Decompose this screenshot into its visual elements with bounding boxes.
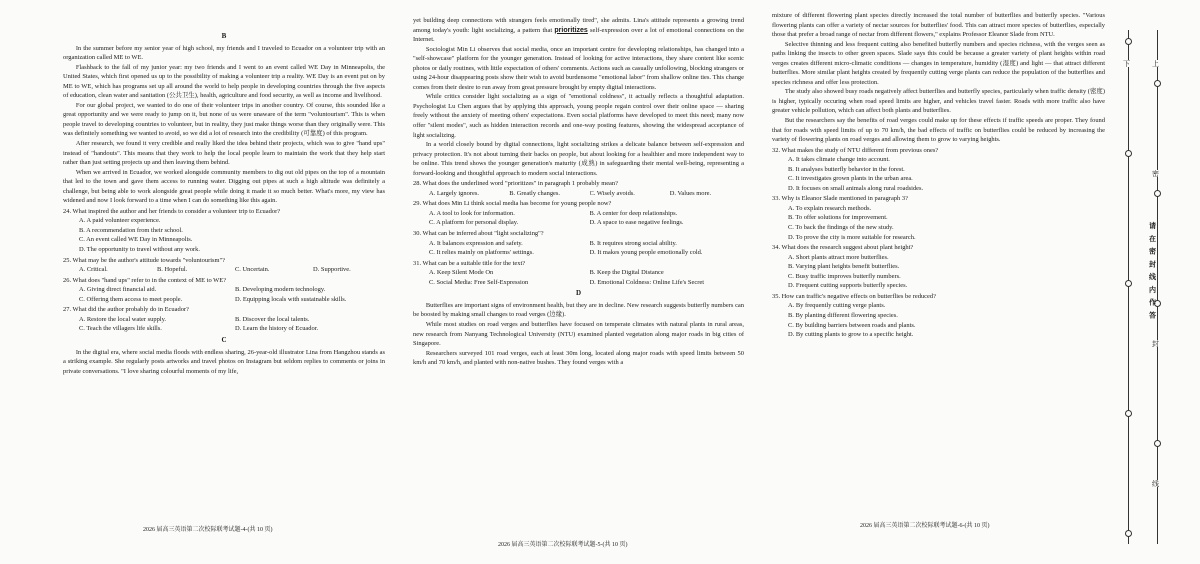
page-footer-5: 2026 届高三英语第二次校际联考试题-5-(共 10 页) (498, 542, 628, 548)
b-paragraph: After research, we found it very credible and really liked the idea behind their projects, which was to give "hand ups" instead of "handouts". This means that they work to help the local people learn to maintain the work that they help start rather than just setting projects up and then leaving them behind. (63, 140, 385, 167)
option: C. A platform for personal display. (429, 219, 519, 227)
d-paragraph: While most studies on road verges and butterflies have focused on temperate climates with natural plants in rural areas, new research from Nanyang Technological University (NTU) examined planted vegetation along major roads in big cities of Singapore. (413, 320, 744, 348)
option: B. By planting different flowering species. (788, 311, 898, 319)
c-paragraph: While critics consider light socializing as a sign of "emotional coldness", it actually reflects a thoughtful adaptation. Psychologist Lu Chen argues that by applying this approach, young people regain control over their online space — sharing freely without the anxiety of meeting others' expectations. Even social platforms have developed to meet this need; many now offer "silent modes", such as hidden interaction records and one-way posting features, showing the widespread acceptance of light socializing. (413, 93, 744, 139)
option: C. Uncertain. (235, 266, 270, 274)
option: C. Social Media: Free Self-Expression (429, 278, 529, 286)
option: B. Keep the Digital Distance (589, 269, 664, 277)
question-27-options (63, 315, 385, 334)
option: D. A space to ease negative feelings. (589, 219, 684, 227)
option: D. Supportive. (313, 266, 351, 274)
c-paragraph: Sociologist Min Li observes that social media, once an important centre for developing relationships, has changed into a "self-showcase" platform for the younger generation. Instead of looking for active interactions, they share content like scenic photos or daily routines, with little expectation of others' comments. Actions such as casually unfollowing, blocking strangers or using 24-hour disappearing posts show their wish to avoid burdensome "emotional labor" from shallow online ties. This change comes from their desire to run away from great pressure brought by empty digital interactions. (413, 45, 744, 91)
binding-hole (1125, 38, 1132, 45)
option: B. Developing modern technology. (235, 286, 326, 294)
question-34: 34. What does the research suggest about plant height? (772, 244, 914, 252)
option: B. Discover the local talents. (235, 315, 310, 323)
option: D. Emotional Coldness: Online Life's Secret (589, 278, 705, 286)
column-page-5 (413, 16, 744, 368)
option: D. It focuses on small animals along rural roadsides. (788, 184, 924, 192)
question-24: 24. What inspired the author and her friends to consider a volunteer trip to Ecuador? (63, 207, 281, 215)
question-24-options (63, 216, 385, 254)
question-28: 28. What does the underlined word "prioritizes" in paragraph 1 probably mean? (413, 180, 618, 188)
page-footer-4: 2026 届高三英语第二次校际联考试题-4-(共 10 页) (143, 527, 273, 533)
option: A. A tool to look for information. (429, 209, 515, 217)
option: A. Largely ignores. (429, 189, 479, 197)
question-33-options (772, 204, 1105, 242)
option: B. Hopeful. (157, 266, 188, 274)
question-29-options (413, 209, 744, 228)
binding-hole (1125, 150, 1132, 157)
option: B. It requires strong social ability. (589, 239, 677, 247)
section-d-title: D (575, 289, 582, 298)
option: D. Learn the history of Ecuador. (235, 325, 319, 333)
b-paragraph: When we arrived in Ecuador, we worked alongside community members to dig out old pipes on the top of a mountain that led to the town and gave them access to running water. Digging out pipes at such a high altitude was definitely a challenge, but being able to work alongside great people while doing it made it so much better. What's more, my view has widened and now I look forward to a time when I can do something like this again. (63, 168, 385, 205)
option: D. It makes young people emotionally cold. (589, 249, 703, 257)
c-text: self-expression over a lot of emotional connections on the Internet. (413, 26, 745, 44)
b-paragraph: In the summer before my senior year of high school, my friends and I traveled to Ecuador on a volunteer trip with an organization called ME to WE. (63, 44, 385, 62)
question-33: 33. Why is Eleanor Slade mentioned in paragraph 3? (772, 195, 908, 203)
margin-char-xian: 线 (1151, 480, 1160, 487)
d-paragraph: The study also showed busy roads negatively affect butterflies and butterfly species, particularly when traffic density (密度) is higher, typically occuring when road speed limits are higher, and vehicles travel faster. Roads with more traffic also have greater vehicle pollution, which can affect both plants and butterflies. (772, 88, 1105, 115)
page-footer-6: 2026 届高三英语第二次校际联考试题-6-(共 10 页) (860, 523, 990, 529)
c-paragraph: In a world closely bound by digital connections, light socializing strikes a delicate balance between self-expression and privacy protection. It's not about turning their backs on people, but about looking for a healthier and more independent way to be online. This trend shows the younger generation's maturity (成熟) in safeguarding their mental well-being, representing a forward-looking and thoughtful approach to modern social interactions. (413, 141, 744, 177)
seal-line-left (1128, 30, 1129, 544)
binding-hole (1154, 80, 1161, 87)
option: D. Frequent cutting supports butterfly species. (788, 282, 908, 290)
d-paragraph: Selective thinning and less frequent cutting also benefited butterfly numbers and species richness, with the verges seen as paths linking the insects to other green spaces. Slade says this could be because a greater variety of plant heights within road verges creates different micro-climatic conditions — changes in temperature, humidity (湿度) and light — that attract different butterflies. More similar plant heights created by frequently cutting verge plants can reduce the population of the butterflies and species richness and offer less protection. (772, 40, 1105, 86)
margin-char-feng: 封 (1151, 340, 1160, 347)
question-25-options (63, 265, 385, 275)
option: C. Wisely avoids. (589, 189, 635, 197)
binding-hole (1125, 280, 1132, 287)
d-paragraph: Butterflies are important signs of environment health, but they are in decline. New research suggests butterfly numbers can be boosted by making small changes to road verges (边缘). (413, 301, 744, 319)
option: A. It takes climate change into account. (788, 156, 890, 164)
option: C. By building barriers between roads and plants. (788, 321, 916, 329)
margin-char-shang: 上 (1151, 60, 1160, 67)
option: A. Restore the local water supply. (79, 315, 166, 323)
binding-hole (1154, 190, 1161, 197)
b-paragraph: Flashback to the fall of my junior year: my two friends and I went to an event called WE Day in Minneapolis, the United States, which first opened us up to the possibility of making a volunteer trip a reality. WE Day is an event put on by ME to WE, which has programs set up all around the world to help people in developing countries through the five aspects of education, clean water and sanitation (公共卫生), health, agriculture and food security, as well as income and livelihood. (63, 63, 385, 100)
option: A. By frequently cutting verge plants. (788, 302, 886, 310)
question-26: 26. What does "hand ups" refer to in the context of ME to WE? (63, 276, 227, 284)
option: A. Keep Silent Mode On (429, 269, 494, 277)
question-30: 30. What can be inferred about "light socializing"? (413, 230, 544, 238)
option: B. To offer solutions for improvement. (788, 214, 888, 222)
option: A. Short plants attract more butterflies. (788, 253, 889, 261)
binding-hole (1125, 410, 1132, 417)
question-25: 25. What may be the author's attitude towards "voluntourism"? (63, 256, 226, 264)
b-paragraph: For our global project, we wanted to do one of their volunteer trips in another country. Of course, this sounded like a great opportunity and we were ready to jump on it, but none of us were unaware of the term "voluntourism". This is when people travel to developing countries to volunteer, but in reality, they just make things worse than they originally were. This was definitely something we wanted to avoid, so we did a lot of research into the credibility (可靠度) of this program. (63, 101, 385, 138)
option: B. Greatly changes. (509, 189, 561, 197)
question-31: 31. What can be a suitable title for the text? (413, 259, 526, 267)
option: C. To back the findings of the new study. (788, 224, 894, 232)
question-35-options (772, 301, 1105, 339)
question-26-options (63, 285, 385, 304)
option: A. Critical. (79, 266, 108, 274)
option: B. It analyses butterfly behavior in the forest. (788, 165, 905, 173)
d-paragraph: But the researchers say the benefits of road verges could make up for these effects if traffic speeds are proper. They found that for roads with speed limits of up to 70 km/h, the bad effects of traffic on butterflies could be reduced by increasing the variety of flowering plants on road verges and allowing them to grow to varying heights. (772, 117, 1105, 144)
seal-line-right (1157, 30, 1158, 544)
c-text: yet building deep connections with strangers feels emotionally tired", she admits. Lina's attitude represents a growing trend among today's youth: light socializing, a pattern that (413, 17, 744, 34)
option: B. A center for deep relationships. (589, 209, 678, 217)
margin-char-mi: 密 (1151, 170, 1160, 177)
c-paragraph-continued (413, 16, 744, 45)
d-paragraph: Researchers surveyed 101 road verges, each at least 30m long, located along major roads with speed limits between 50 km/h and 70 km/h, and planted with non-native bushes. They found verges with a (413, 349, 744, 367)
binding-hole (1154, 440, 1161, 447)
question-35: 35. How can traffic's negative effects on butterflies be reduced? (772, 292, 936, 300)
option: C. It investigates grown plants in the urban area. (788, 175, 913, 183)
option: C. An event called WE Day in Minneapolis. (79, 236, 193, 244)
question-32-options (772, 155, 1105, 193)
option: A. A paid volunteer experience. (79, 217, 161, 225)
option: C. Offering them access to meet people. (79, 295, 183, 303)
section-b-title: B (221, 32, 227, 40)
option: C. It relies mainly on platforms' settings. (429, 249, 534, 257)
question-32: 32. What makes the study of NTU different from previous ones? (772, 146, 939, 154)
question-30-options (413, 239, 744, 258)
option: D. Values more. (669, 189, 712, 197)
option: D. By cutting plants to grow to a specific height. (788, 331, 914, 339)
option: D. The opportunity to travel without any work. (79, 246, 200, 254)
binding-hole (1125, 530, 1132, 537)
question-34-options (772, 253, 1105, 291)
option: C. Teach the villagers life skills. (79, 325, 162, 333)
question-29: 29. What does Min Li think social media has become for young people now? (413, 200, 612, 208)
option: D. Equipping locals with sustainable skills. (235, 295, 347, 303)
option: A. It balances expression and safety. (429, 239, 523, 247)
option: B. Varying plant heights benefit butterflies. (788, 263, 900, 271)
d-paragraph-continued: mixture of different flowering plant species directly increased the total number of butterflies and butterfly species. "Various flowering plants can offer a variety of nectar sources for butterflies' food. This can attract more species of butterflies, especially those that prefer a broad range of nectar from different flowers," explains Professor Eleanor Slade from NTU. (772, 12, 1105, 39)
column-page-4 (63, 30, 385, 376)
section-c-title: C (221, 335, 227, 344)
option: A. Giving direct financial aid. (79, 286, 157, 294)
column-page-6 (772, 11, 1105, 340)
question-31-options (413, 268, 744, 287)
question-28-options (413, 189, 744, 199)
c-paragraph: In the digital era, where social media floods with endless sharing, 26-year-old illustrator Lina from Hangzhou stands as a striking example. She regularly posts artworks and travel photos on Instagram but seldom replies to comments or joins in private conversations. "I love sharing colourful moments of my life, (63, 348, 385, 375)
seal-notice: 请 在 密 封 线 内 作 答 (1148, 222, 1157, 321)
question-27: 27. What did the author probably do in Ecuador? (63, 306, 189, 314)
option: D. To prove the city is more suitable for research. (788, 233, 916, 241)
option: C. Busy traffic improves butterfly numbers. (788, 272, 901, 280)
option: B. A recommendation from their school. (79, 226, 183, 234)
option: A. To explain research methods. (788, 204, 872, 212)
margin-char-xia: 下 (1122, 60, 1131, 67)
underlined-word: prioritizes (554, 26, 588, 34)
